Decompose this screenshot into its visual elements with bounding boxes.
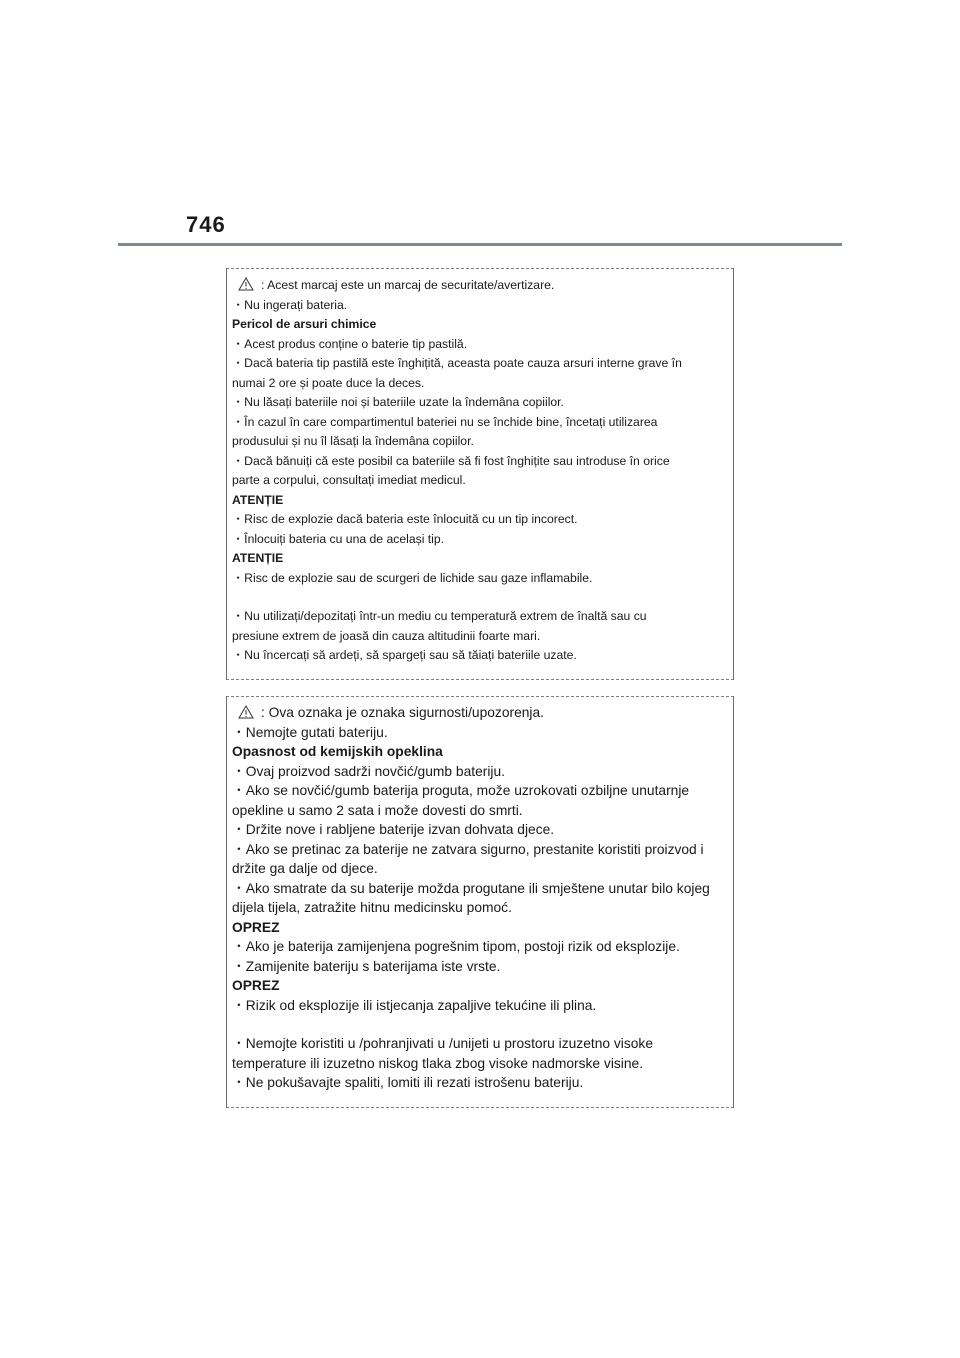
warning-triangle-icon (238, 277, 254, 291)
caution-heading: ATENȚIE (232, 551, 284, 565)
intro-line (232, 703, 733, 723)
section-heading: Pericol de arsuri chimice (232, 317, 377, 331)
text-line: ・Înlocuiți bateria cu una de același tip. (232, 531, 445, 546)
text-line: numai 2 ore și poate duce la deces. (232, 375, 425, 390)
text-line: ・Dacă bateria tip pastilă este înghițită, aceasta poate cauza arsuri interne grave în (232, 356, 682, 370)
text-line: parte a corpului, consultați imediat medicul. (232, 473, 466, 487)
text-line: dijela tijela, zatražite hitnu medicinsku pomoć. (232, 900, 512, 915)
text-line: ・Ako je baterija zamijenjena pogrešnim tipom, postoji rizik od eksplozije. (232, 939, 680, 954)
section-heading: Opasnost od kemijskih opeklina (232, 744, 443, 759)
header-rule (118, 243, 842, 246)
text-line: ・Nu lăsați bateriile noi și bateriile uzate la îndemâna copiilor. (232, 395, 564, 409)
text-line: ・Držite nove i rabljene baterije izvan dohvata djece. (232, 822, 555, 837)
warning-box-romanian (226, 268, 734, 680)
text-line: ・Rizik od eksplozije ili istjecanja zapaljive tekućine ili plina. (232, 997, 597, 1013)
intro-text: : Ova oznaka je oznaka sigurnosti/upozorenja. (261, 705, 545, 720)
caution-heading: ATENȚIE (232, 492, 284, 507)
caution-heading: OPREZ (232, 919, 280, 935)
text-line: ・Ovaj proizvod sadrži novčić/gumb bateriju. (232, 763, 505, 779)
text-line: ・Nemojte koristiti u /pohranjivati u /unijeti u prostoru izuzetno visoke (232, 1036, 654, 1051)
blank-line (232, 1015, 733, 1034)
intro-text: : Acest marcaj este un marcaj de securitate/avertizare. (261, 278, 555, 292)
text-line: ・Ako se pretinac za baterije ne zatvara sigurno, prestanite koristiti proizvod i (232, 841, 704, 857)
text-line: ・În cazul în care compartimentul bateriei nu se închide bine, încetați utilizarea (232, 414, 658, 429)
blank-line (232, 588, 733, 607)
text-line: presiune extrem de joasă din cauza altitudinii foarte mari. (232, 628, 541, 643)
text-line: ・Nu ingerați bateria. (232, 297, 348, 312)
text-line: ・Zamijenite bateriju s baterijama iste vrste. (232, 958, 501, 974)
text-line: ・Nemojte gutati bateriju. (232, 724, 388, 740)
text-line: ・Acest produs conține o baterie tip pastilă. (232, 336, 468, 351)
page-number: 746 (186, 212, 226, 237)
text-line: temperature ili izuzetno niskog tlaka zbog visoke nadmorske visine. (232, 1055, 644, 1071)
text-line: držite ga dalje od djece. (232, 861, 378, 876)
text-line: ・Ako smatrate da su baterije možda progutane ili smještene unutar bilo kojeg (232, 880, 710, 896)
warning-triangle-icon (238, 705, 254, 719)
warning-box-croatian (226, 696, 734, 1108)
text-line: ・Ako se novčić/gumb baterija proguta, može uzrokovati ozbiljne unutarnje (232, 783, 690, 798)
text-line: produsului și nu îl lăsați la îndemâna copiilor. (232, 434, 474, 448)
text-line: ・Risc de explozie sau de scurgeri de lichide sau gaze inflamabile. (232, 570, 593, 585)
text-line: ・Ne pokušavajte spaliti, lomiti ili rezati istrošenu bateriju. (232, 1075, 584, 1090)
text-line: ・Dacă bănuiți că este posibil ca bateriile să fi fost înghițite sau introduse în orice (232, 453, 670, 468)
intro-line (232, 276, 733, 296)
text-line: ・Nu utilizați/depozitați într-un mediu cu temperatură extrem de înaltă sau cu (232, 609, 647, 623)
text-line: ・Nu încercați să ardeți, să spargeți sau să tăiați bateriile uzate. (232, 648, 577, 662)
text-line: opekline u samo 2 sata i može dovesti do smrti. (232, 802, 523, 818)
text-line: ・Risc de explozie dacă bateria este înlocuită cu un tip incorect. (232, 512, 578, 526)
caution-heading: OPREZ (232, 978, 280, 993)
